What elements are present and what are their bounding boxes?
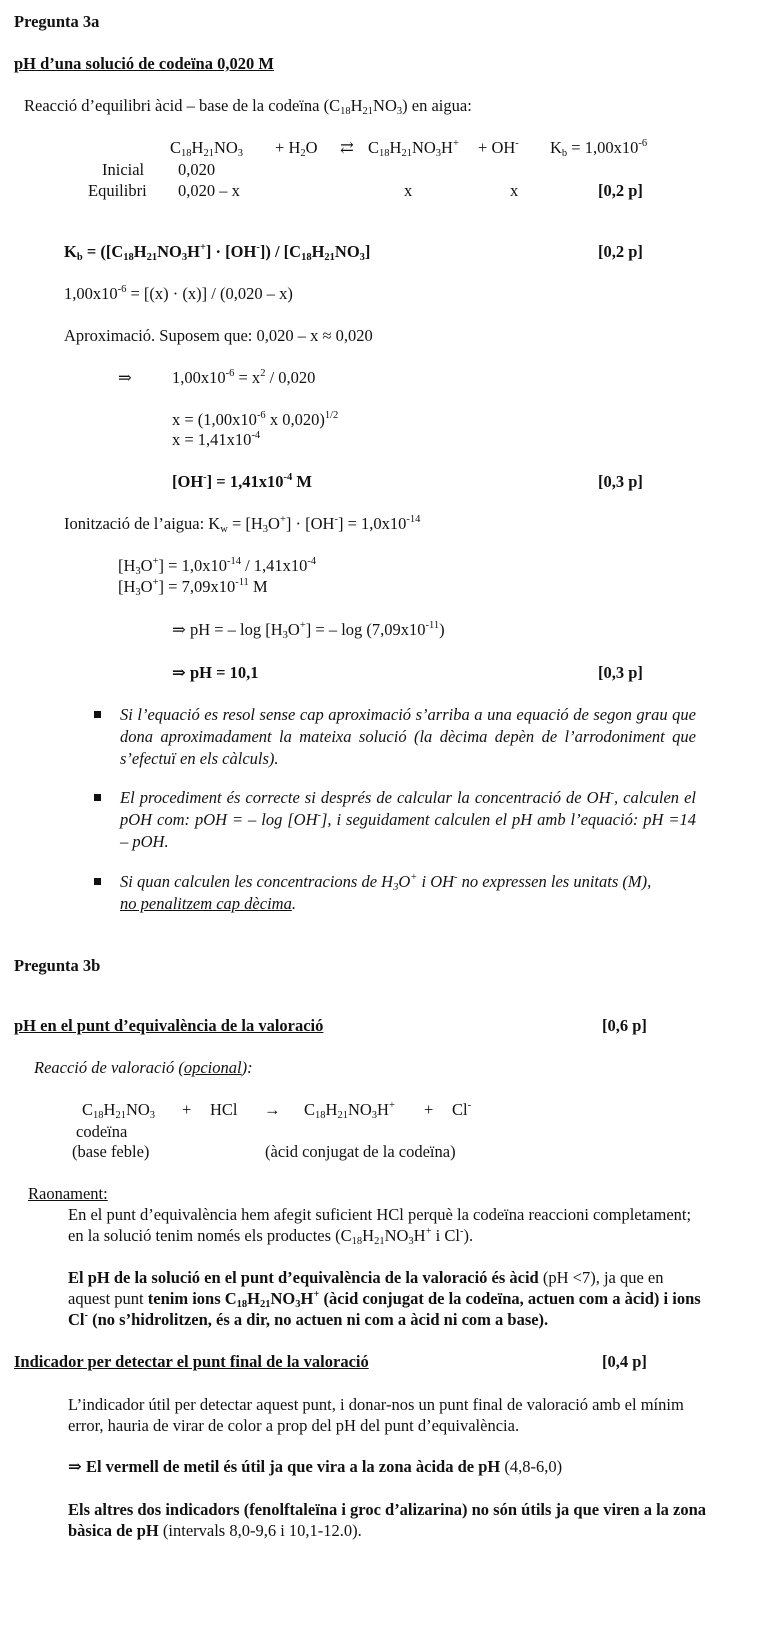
section-title-3b: pH en el punt d’equivalència de la valoració (14, 1016, 324, 1035)
bullet-icon (94, 878, 101, 885)
other-indicators-text: Els altres dos indicadors (fenolftaleïna i groc d’alizarina) no són útils ja que viren a la zona bàsica de pH (intervals 8,0-9,6 i 10,1-12.0). (68, 1500, 707, 1540)
section-title-3a: pH d’una solució de codeïna 0,020 M (14, 54, 274, 73)
label-weak-base: (base feble) (72, 1142, 150, 1161)
titration-product-acid: $C_{18}H_{21}NO_3H^+$ (304, 1100, 395, 1121)
bullet-icon (94, 794, 101, 801)
step-equation-3: $x = 1,41x10^{-4}$ (172, 430, 261, 449)
plus-sign: + (424, 1100, 434, 1119)
row-equilibrium-value: 0,020 – x (178, 181, 240, 200)
h3o-equation-1: $[H_3O^+] = 1,0x10^{-14} / 1,41x10^{-4}$ (118, 556, 317, 577)
methyl-red-line: ⇒ El vermell de metil és útil ja que vira a la zona àcida de pH (4,8-6,0) (68, 1457, 563, 1476)
bullet-icon (94, 711, 101, 718)
h3o-equation-2: $[H_3O^+] = 7,09x10^{-11}$ M (118, 577, 268, 598)
ph-equation-1: ⇒ pH = – $\log [H_3O^+]$ = – $\log (7,09x10^{-11})$ (172, 620, 445, 641)
reaction-arrow: → (264, 1100, 281, 1119)
substitution-line: $1,00x10^{-6} = [(x) \cdot (x)] / (0,020 - x)$ (64, 284, 293, 303)
row-initial-value: 0,020 (178, 160, 216, 179)
equilibrium-arrow: ⇄ (340, 138, 354, 157)
row-equilibrium-label: Equilibri (88, 181, 147, 200)
score-badge: [0,3 p] (598, 663, 643, 682)
kb-expression: $K_b = ([C_{18}H_{21}NO_3H^+] \cdot [OH^-]) / [C_{18}H_{21}NO_3]$ (64, 242, 371, 263)
ph-result: ⇒ pH = 10,1 (172, 663, 259, 682)
score-badge: [0,2 p] (598, 242, 643, 261)
reasoning-text: En el punt d’equivalència hem afegit suficient HCl perquè la codeïna reaccioni completament; en la solució tenim només els productes ($C_{18}H_{21}NO_3H^+$ i Cl-). (68, 1205, 692, 1247)
score-badge: [0,2 p] (598, 181, 643, 200)
acid-ph-explanation: El pH de la solució en el punt d’equivalència de la valoració és àcid (pH <7), ja que en aquest punt tenim ions $C_{18}H_{21}NO_3H^+$ (àcid conjugat de la codeïna, actuen com a àcid) i ions Cl- (no s’hidrolitzen, és a dir, no actuen ni com a àcid ni com a base). (68, 1268, 701, 1329)
approximation-line: Aproximació. Suposem que: 0,020 – x ≈ 0,020 (64, 326, 373, 345)
water-ionization: Ionització de l’aigua: $K_w = [H_3O^+] \cdot [OH^-] = 1,0x10^{-14}$ (64, 514, 421, 535)
note-poh-procedure: El procediment és correcte si després de calcular la concentració de OH-, calculen el pOH com: pOH = – log [OH-], i seguidament calculen el pH amb l’equació: pH =14 – pOH. (120, 788, 696, 851)
titration-product-chloride: Cl- (452, 1100, 472, 1119)
kb-constant: $K_b = 1,00x10^{-6}$ (550, 138, 648, 159)
titration-reaction-label: Reacció de valoració (opcional): (34, 1058, 253, 1077)
equilibrium-equation: $C_{18}H_{21}NO_3$ (170, 138, 244, 159)
reasoning-label: Raonament: (28, 1184, 108, 1203)
score-badge: [0,4 p] (602, 1352, 647, 1371)
step-equation-1: $1,00x10^{-6} = x^2 / 0,020$ (172, 368, 316, 387)
score-badge: [0,3 p] (598, 472, 643, 491)
heading-3b: Pregunta 3b (14, 956, 101, 975)
titration-reactant-hcl: HCl (210, 1100, 238, 1119)
oh-result: $[OH^-] = 1,41x10^{-4}$ M (172, 472, 312, 491)
row-equilibrium-x2: x (510, 181, 519, 200)
label-codeine: codeïna (76, 1122, 128, 1141)
indicator-text: L’indicador útil per detectar aquest punt, i donar-nos un punt final de valoració amb el mínim error, hauria de virar de color a prop del pH del punt d’equivalència. (68, 1395, 684, 1435)
score-badge: [0,6 p] (602, 1016, 647, 1035)
intro-text: Reacció d’equilibri àcid – base de la codeïna $(C_{18}H_{21}NO_3)$ en aigua: (24, 96, 472, 117)
note-units: Si quan calculen les concentracions de $H_3O^+$ i OH- no expressen les unitats (M), no penalitzem cap dècima. (120, 872, 652, 913)
plus-sign: + (182, 1100, 192, 1119)
implies-arrow: ⇒ (118, 368, 132, 387)
hydroxide-term: + OH- (478, 138, 519, 157)
row-equilibrium-x1: x (404, 181, 413, 200)
indicator-title: Indicador per detectar el punt final de la valoració (14, 1352, 369, 1371)
titration-reactant-codeine: $C_{18}H_{21}NO_3$ (82, 1100, 156, 1121)
row-initial-label: Inicial (102, 160, 145, 179)
water-term: + $H_2O$ (275, 138, 318, 159)
label-conjugate-acid: (àcid conjugat de la codeïna) (265, 1142, 456, 1161)
conjugate-acid-term: $C_{18}H_{21}NO_3H^+$ (368, 138, 459, 159)
heading-3a: Pregunta 3a (14, 12, 100, 31)
note-no-approximation: Si l’equació es resol sense cap aproximació s’arriba a una equació de segon grau que dona aproximadament la mateixa solució (la dècima depèn de l’arrodoniment que s’efectuï en els càlculs). (120, 705, 696, 768)
step-equation-2: $x = (1,00x10^{-6}$ x 0,020)$^{1/2}$ (172, 410, 339, 429)
